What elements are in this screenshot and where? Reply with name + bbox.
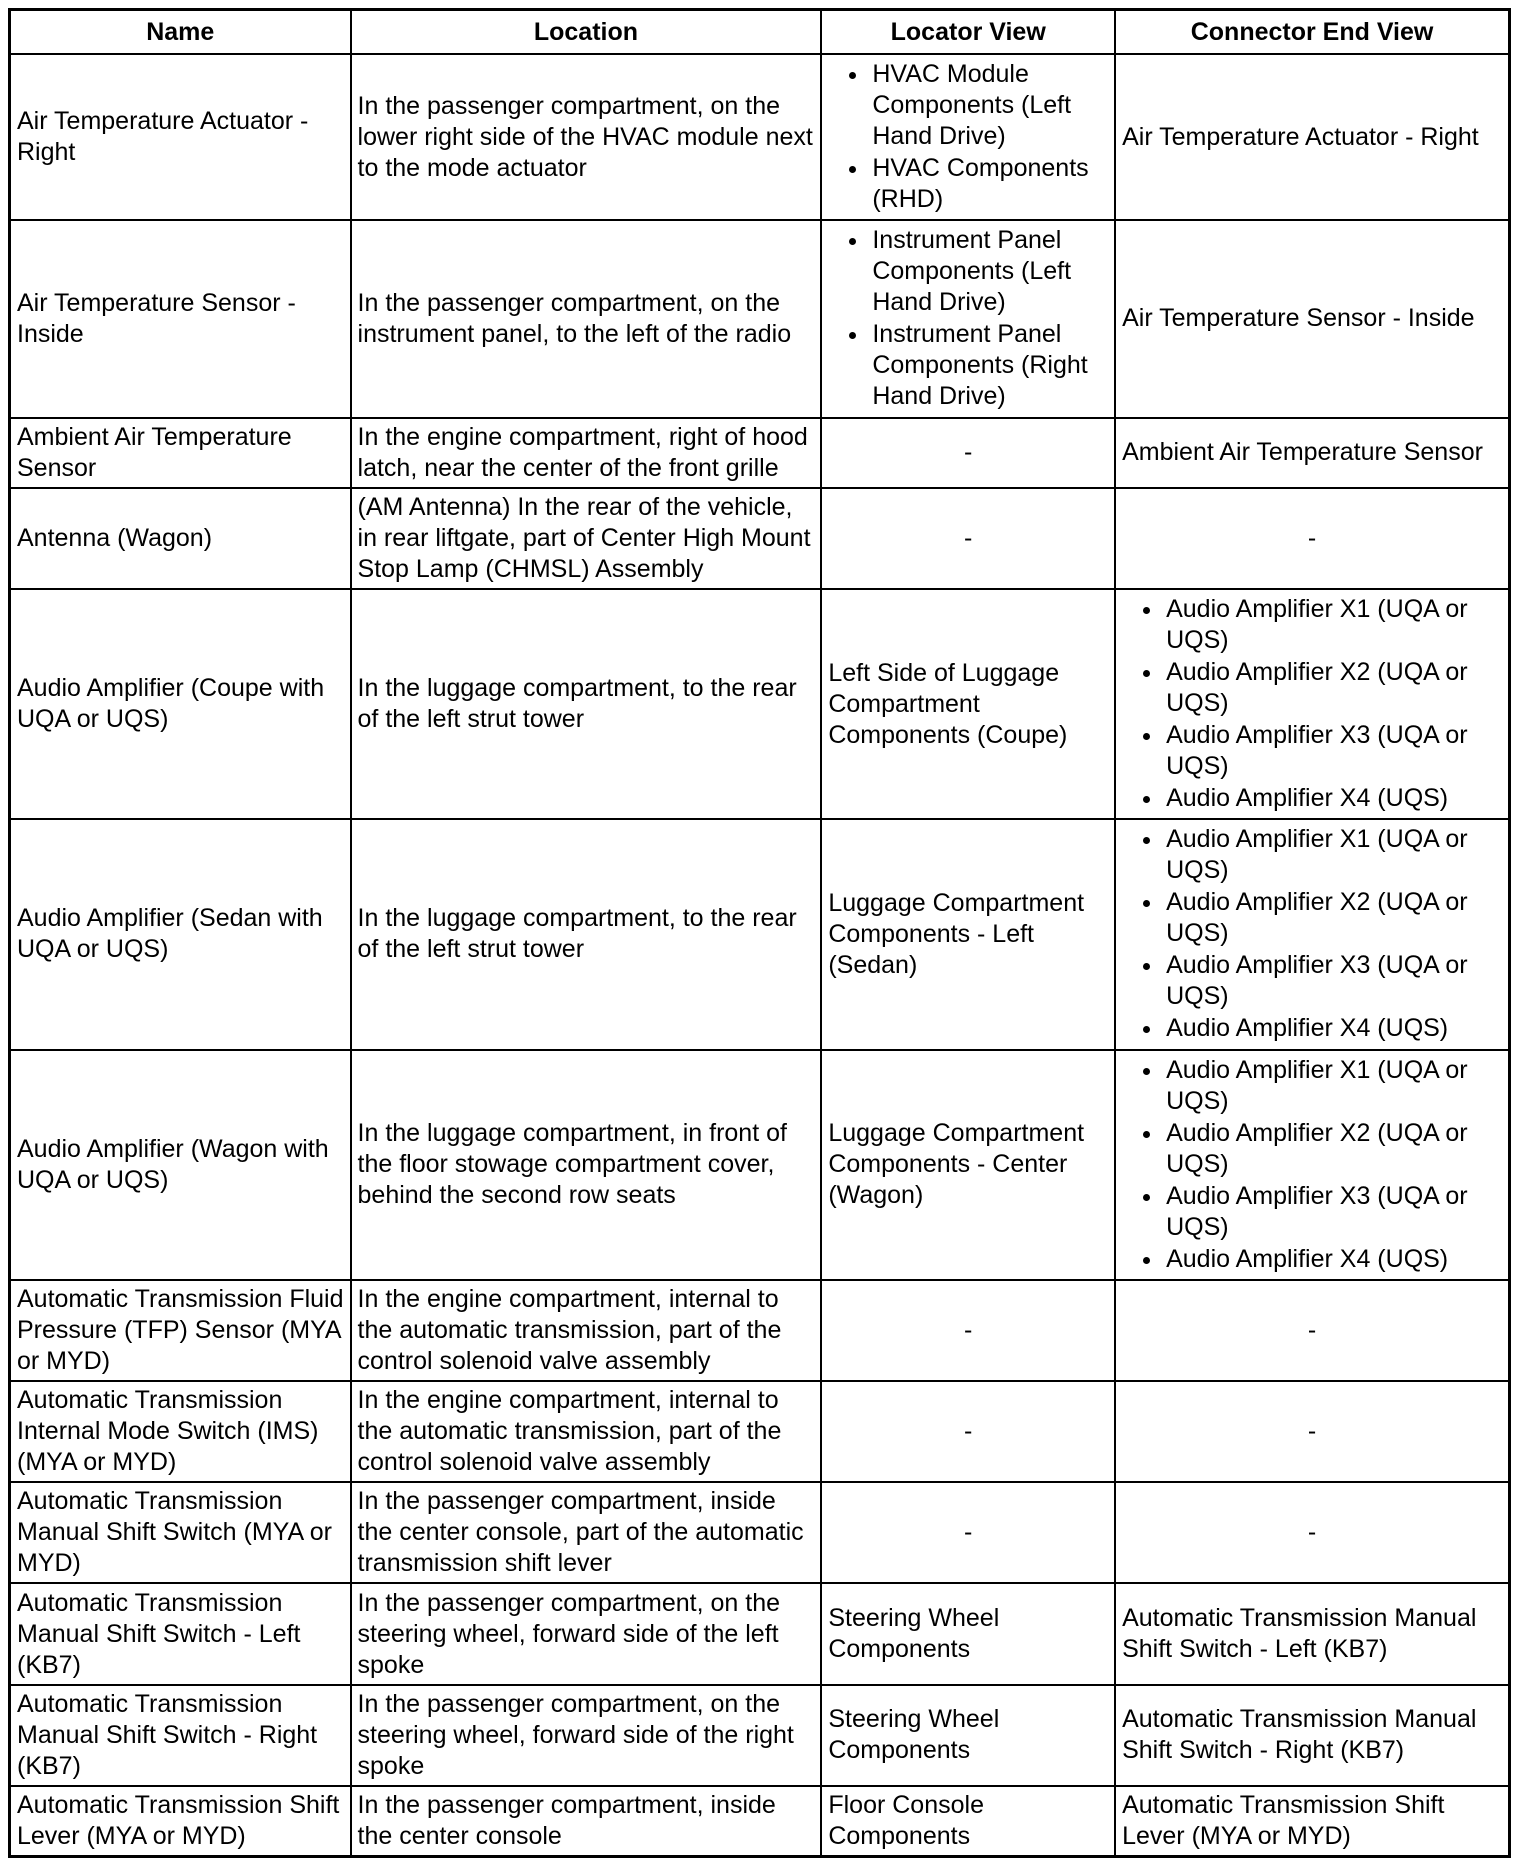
connector-end-view-cell: Automatic Transmission Shift Lever (MYA or MYD) bbox=[1115, 1786, 1509, 1857]
bullet-item: • Audio Amplifier X3 (UQA or UQS) bbox=[1164, 720, 1502, 782]
component-row bbox=[10, 589, 1510, 819]
locator-view-cell: - bbox=[821, 1280, 1115, 1381]
bullet-item: • HVAC Components (RHD) bbox=[870, 153, 1108, 215]
bullet-list bbox=[1122, 824, 1502, 1044]
connector-end-view-cell: - bbox=[1115, 1482, 1509, 1583]
column-header-connector-end-view: Connector End View bbox=[1115, 10, 1509, 55]
component-row bbox=[10, 418, 1510, 488]
connector-end-view-cell: Automatic Transmission Manual Shift Switch - Left (KB7) bbox=[1115, 1583, 1509, 1684]
locator-view-cell: Floor Console Components bbox=[821, 1786, 1115, 1857]
location-cell: In the passenger compartment, on the lower right side of the HVAC module next to the mode actuator bbox=[351, 54, 822, 220]
component-row bbox=[10, 220, 1510, 417]
column-header-location: Location bbox=[351, 10, 822, 55]
bullet-item: • Audio Amplifier X1 (UQA or UQS) bbox=[1164, 824, 1502, 886]
bullet-item: • HVAC Module Components (Left Hand Drive) bbox=[870, 59, 1108, 152]
component-row bbox=[10, 1786, 1510, 1857]
component-row bbox=[10, 488, 1510, 589]
location-cell: In the engine compartment, internal to the automatic transmission, part of the control solenoid valve assembly bbox=[351, 1381, 822, 1482]
locator-view-cell: - bbox=[821, 418, 1115, 488]
connector-end-view-cell: - bbox=[1115, 1280, 1509, 1381]
connector-end-view-cell bbox=[1115, 1050, 1509, 1280]
table-body bbox=[10, 54, 1510, 1857]
name-cell: Air Temperature Sensor - Inside bbox=[10, 220, 351, 417]
column-header-name: Name bbox=[10, 10, 351, 55]
connector-end-view-cell bbox=[1115, 589, 1509, 819]
component-location-table bbox=[8, 8, 1511, 1858]
name-cell: Automatic Transmission Fluid Pressure (TFP) Sensor (MYA or MYD) bbox=[10, 1280, 351, 1381]
bullet-item: • Audio Amplifier X3 (UQA or UQS) bbox=[1164, 1181, 1502, 1243]
bullet-item: • Audio Amplifier X1 (UQA or UQS) bbox=[1164, 1055, 1502, 1117]
locator-view-cell bbox=[821, 220, 1115, 417]
component-row bbox=[10, 1685, 1510, 1786]
name-cell: Automatic Transmission Manual Shift Switch - Right (KB7) bbox=[10, 1685, 351, 1786]
bullet-item: • Audio Amplifier X2 (UQA or UQS) bbox=[1164, 657, 1502, 719]
name-cell: Audio Amplifier (Sedan with UQA or UQS) bbox=[10, 819, 351, 1049]
name-cell: Automatic Transmission Manual Shift Switch (MYA or MYD) bbox=[10, 1482, 351, 1583]
bullet-item: • Audio Amplifier X3 (UQA or UQS) bbox=[1164, 950, 1502, 1012]
component-row bbox=[10, 1381, 1510, 1482]
bullet-list bbox=[1122, 1055, 1502, 1275]
locator-view-cell: - bbox=[821, 1381, 1115, 1482]
name-cell: Audio Amplifier (Coupe with UQA or UQS) bbox=[10, 589, 351, 819]
location-cell: In the engine compartment, internal to the automatic transmission, part of the control solenoid valve assembly bbox=[351, 1280, 822, 1381]
bullet-item: • Instrument Panel Components (Left Hand Drive) bbox=[870, 225, 1108, 318]
location-cell: In the passenger compartment, inside the center console bbox=[351, 1786, 822, 1857]
header-row bbox=[10, 10, 1510, 55]
name-cell: Automatic Transmission Internal Mode Switch (IMS) (MYA or MYD) bbox=[10, 1381, 351, 1482]
location-cell: (AM Antenna) In the rear of the vehicle, in rear liftgate, part of Center High Mount Stop Lamp (CHMSL) Assembly bbox=[351, 488, 822, 589]
connector-end-view-cell bbox=[1115, 819, 1509, 1049]
locator-view-cell: Left Side of Luggage Compartment Components (Coupe) bbox=[821, 589, 1115, 819]
locator-view-cell: - bbox=[821, 1482, 1115, 1583]
component-row bbox=[10, 1280, 1510, 1381]
locator-view-cell: Luggage Compartment Components - Left (Sedan) bbox=[821, 819, 1115, 1049]
name-cell: Antenna (Wagon) bbox=[10, 488, 351, 589]
component-row bbox=[10, 819, 1510, 1049]
locator-view-cell bbox=[821, 54, 1115, 220]
connector-end-view-cell: - bbox=[1115, 1381, 1509, 1482]
bullet-item: • Audio Amplifier X4 (UQS) bbox=[1164, 783, 1502, 814]
connector-end-view-cell: Air Temperature Actuator - Right bbox=[1115, 54, 1509, 220]
location-cell: In the luggage compartment, to the rear of the left strut tower bbox=[351, 819, 822, 1049]
component-row bbox=[10, 54, 1510, 220]
locator-view-cell: Luggage Compartment Components - Center (Wagon) bbox=[821, 1050, 1115, 1280]
column-header-locator-view: Locator View bbox=[821, 10, 1115, 55]
location-cell: In the engine compartment, right of hood latch, near the center of the front grille bbox=[351, 418, 822, 488]
location-cell: In the passenger compartment, inside the center console, part of the automatic transmission shift lever bbox=[351, 1482, 822, 1583]
component-row bbox=[10, 1583, 1510, 1684]
locator-view-cell: Steering Wheel Components bbox=[821, 1685, 1115, 1786]
bullet-item: • Instrument Panel Components (Right Hand Drive) bbox=[870, 319, 1108, 412]
name-cell: Air Temperature Actuator - Right bbox=[10, 54, 351, 220]
bullet-item: • Audio Amplifier X4 (UQS) bbox=[1164, 1013, 1502, 1044]
bullet-list bbox=[828, 59, 1108, 215]
connector-end-view-cell: Automatic Transmission Manual Shift Switch - Right (KB7) bbox=[1115, 1685, 1509, 1786]
location-cell: In the passenger compartment, on the steering wheel, forward side of the left spoke bbox=[351, 1583, 822, 1684]
connector-end-view-cell: Ambient Air Temperature Sensor bbox=[1115, 418, 1509, 488]
bullet-list bbox=[828, 225, 1108, 412]
bullet-item: • Audio Amplifier X4 (UQS) bbox=[1164, 1244, 1502, 1275]
component-row bbox=[10, 1482, 1510, 1583]
name-cell: Automatic Transmission Manual Shift Switch - Left (KB7) bbox=[10, 1583, 351, 1684]
bullet-item: • Audio Amplifier X1 (UQA or UQS) bbox=[1164, 594, 1502, 656]
name-cell: Audio Amplifier (Wagon with UQA or UQS) bbox=[10, 1050, 351, 1280]
locator-view-cell: Steering Wheel Components bbox=[821, 1583, 1115, 1684]
name-cell: Automatic Transmission Shift Lever (MYA or MYD) bbox=[10, 1786, 351, 1857]
connector-end-view-cell: - bbox=[1115, 488, 1509, 589]
connector-end-view-cell: Air Temperature Sensor - Inside bbox=[1115, 220, 1509, 417]
locator-view-cell: - bbox=[821, 488, 1115, 589]
bullet-item: • Audio Amplifier X2 (UQA or UQS) bbox=[1164, 887, 1502, 949]
bullet-item: • Audio Amplifier X2 (UQA or UQS) bbox=[1164, 1118, 1502, 1180]
bullet-list bbox=[1122, 594, 1502, 814]
name-cell: Ambient Air Temperature Sensor bbox=[10, 418, 351, 488]
component-row bbox=[10, 1050, 1510, 1280]
location-cell: In the passenger compartment, on the steering wheel, forward side of the right spoke bbox=[351, 1685, 822, 1786]
location-cell: In the luggage compartment, to the rear of the left strut tower bbox=[351, 589, 822, 819]
location-cell: In the passenger compartment, on the instrument panel, to the left of the radio bbox=[351, 220, 822, 417]
location-cell: In the luggage compartment, in front of the floor stowage compartment cover, behind the second row seats bbox=[351, 1050, 822, 1280]
